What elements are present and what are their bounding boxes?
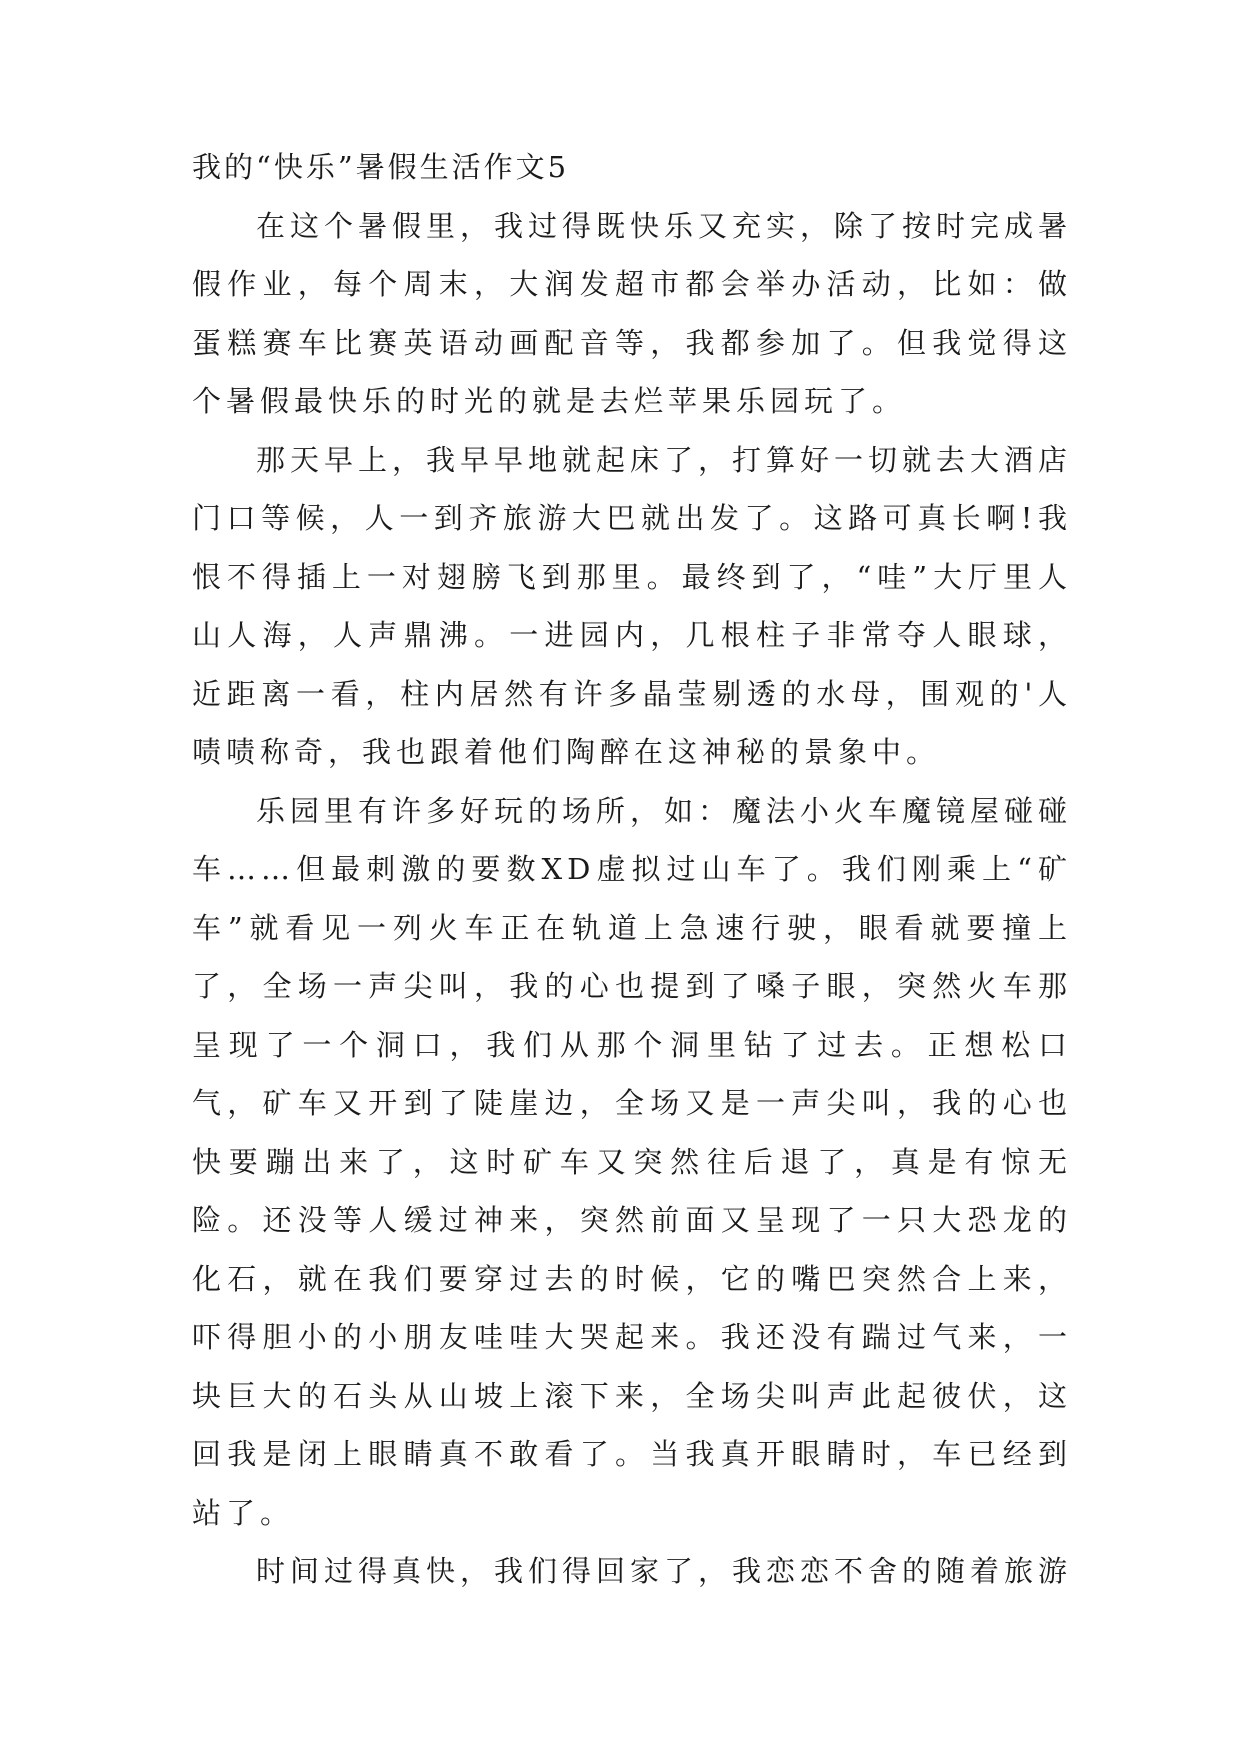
- paragraph-4: 时间过得真快，我们得回家了，我恋恋不舍的随着旅游: [256, 1554, 1073, 1588]
- document-body: [192, 138, 1072, 1601]
- paragraph-2: 那天早上，我早早地就起床了，打算好一切就去大酒店门口等候，人一到齐旅游大巴就出发了。这路可真长啊!我恨不得插上一对翅膀飞到那里。最终到了，“哇”大厅里人山人海，人声鼎沸。一进园内，几根柱子非常夺人眼球，近距离一看，柱内居然有许多晶莹剔透的水母，围观的'人啧啧称奇，我也跟着他们陶醉在这神秘的景象中。: [192, 442, 1073, 769]
- paragraph-3: 乐园里有许多好玩的场所，如：魔法小火车魔镜屋碰碰车……但最刺激的要数XD虚拟过山车了。我们刚乘上“矿车”就看见一列火车正在轨道上急速行驶，眼看就要撞上了，全场一声尖叫，我的心也提到了嗓子眼，突然火车那呈现了一个洞口，我们从那个洞里钻了过去。正想松口气，矿车又开到了陡崖边，全场又是一声尖叫，我的心也快要蹦出来了，这时矿车又突然往后退了，真是有惊无险。还没等人缓过神来，突然前面又呈现了一只大恐龙的化石，就在我们要穿过去的时候，它的嘴巴突然合上来，吓得胆小的小朋友哇哇大哭起来。我还没有踹过气来，一块巨大的石头从山坡上滚下来，全场尖叫声此起彼伏，这回我是闭上眼睛真不敢看了。当我真开眼睛时，车已经到站了。: [192, 793, 1073, 1530]
- paragraph-1: 在这个暑假里，我过得既快乐又充实，除了按时完成暑假作业，每个周末，大润发超市都会举办活动，比如：做蛋糕赛车比赛英语动画配音等，我都参加了。但我觉得这个暑假最快乐的时光的就是去烂苹果乐园玩了。: [192, 208, 1073, 418]
- document-title: 我的“快乐”暑假生活作文5: [192, 150, 570, 184]
